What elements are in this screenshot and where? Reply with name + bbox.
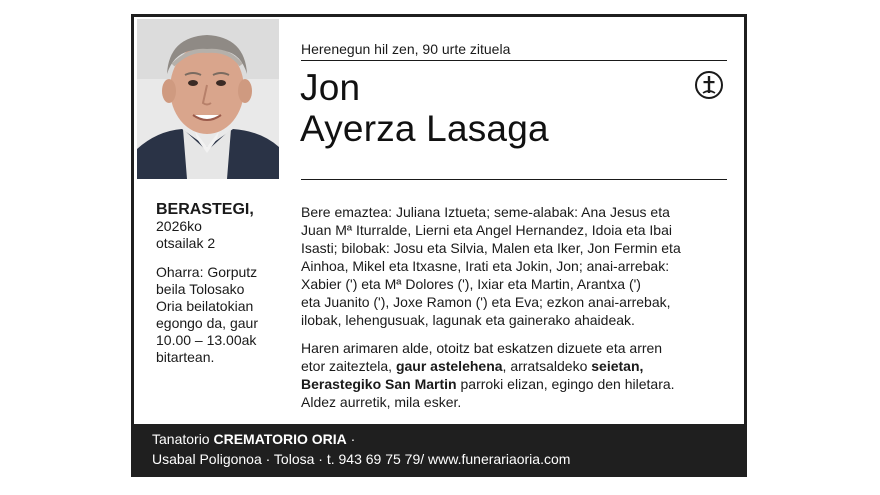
prayer-text: parroki elizan, egingo den hiletara. bbox=[456, 376, 675, 392]
family-line: Isasti; bilobak: Josu eta Silvia, Malen eta Iker, Jon Fermin eta bbox=[301, 240, 681, 256]
name-divider bbox=[301, 179, 727, 180]
wake-note-line: beila Tolosako bbox=[156, 281, 245, 297]
wake-note-line: bitartean. bbox=[156, 349, 215, 365]
portrait-photo bbox=[137, 19, 279, 179]
portrait-illustration bbox=[137, 19, 279, 179]
wake-note-line: Oria beilatokian bbox=[156, 298, 254, 314]
prayer-text: , arratsaldeko bbox=[502, 358, 592, 374]
header-divider bbox=[301, 60, 727, 61]
date-place-column bbox=[156, 201, 281, 366]
date-year: 2026ko bbox=[156, 218, 202, 234]
first-name: Jon bbox=[300, 67, 361, 108]
thanks-line: Aldez aurretik, mila esker. bbox=[301, 394, 462, 410]
footer-text: Tanatorio bbox=[152, 431, 214, 447]
family-line: Juan Mª Iturralde, Lierni eta Angel Hernandez, Idoia eta Ibai bbox=[301, 222, 672, 238]
date-day: otsailak 2 bbox=[156, 235, 216, 251]
prayer-text: etor zaiteztela, bbox=[301, 358, 396, 374]
wake-note-line: egongo da, gaur bbox=[156, 315, 258, 331]
place-name: BERASTEGI, bbox=[156, 201, 254, 218]
funeral-time: seietan, bbox=[591, 358, 644, 374]
family-line: Xabier (') eta Mª Dolores ('), Ixiar eta Martin, Arantxa (') bbox=[301, 276, 641, 292]
obituary-content bbox=[134, 17, 744, 424]
footer-line-1 bbox=[152, 429, 742, 449]
wake-note-line: 10.00 – 13.00ak bbox=[156, 332, 257, 348]
funeral-church: Berastegiko San Martin bbox=[301, 376, 457, 392]
prayer-line: Haren arimaren alde, otoitz bat eskatzen dizuete eta arren bbox=[301, 340, 663, 356]
funeral-day: gaur astelehena bbox=[395, 358, 503, 374]
funeral-paragraph bbox=[301, 339, 733, 411]
family-paragraph bbox=[301, 203, 733, 329]
family-line: Ainhoa, Mikel eta Itxasne, Irati eta Jokin, Jon; anai-arrebak: bbox=[301, 258, 670, 274]
family-line: Bere emaztea: Juliana Iztueta; seme-alabak: Ana Jesus eta bbox=[301, 204, 670, 220]
surname: Ayerza Lasaga bbox=[300, 108, 549, 149]
deceased-name bbox=[300, 67, 549, 149]
family-line: eta Juanito ('), Joxe Ramon (') eta Eva; ezkon anai-arrebak, bbox=[301, 294, 671, 310]
footer-text: · bbox=[346, 431, 356, 447]
funeral-home-footer bbox=[152, 429, 742, 469]
cross-icon bbox=[695, 71, 723, 99]
family-line: ilobak, lehengusuak, lagunak eta gainerako ahaideak. bbox=[301, 312, 635, 328]
footer-contact: Usabal Poligonoa · Tolosa · t. 943 69 75 79/ www.funerariaoria.com bbox=[152, 451, 571, 467]
wake-note-line: Oharra: Gorputz bbox=[156, 264, 258, 280]
funeral-home-name: CREMATORIO ORIA bbox=[213, 431, 347, 447]
death-notice-line: Herenegun hil zen, 90 urte zituela bbox=[301, 41, 511, 57]
obituary-body bbox=[301, 203, 733, 411]
cross-icon-glyph bbox=[697, 73, 721, 97]
obituary-card bbox=[131, 14, 747, 477]
